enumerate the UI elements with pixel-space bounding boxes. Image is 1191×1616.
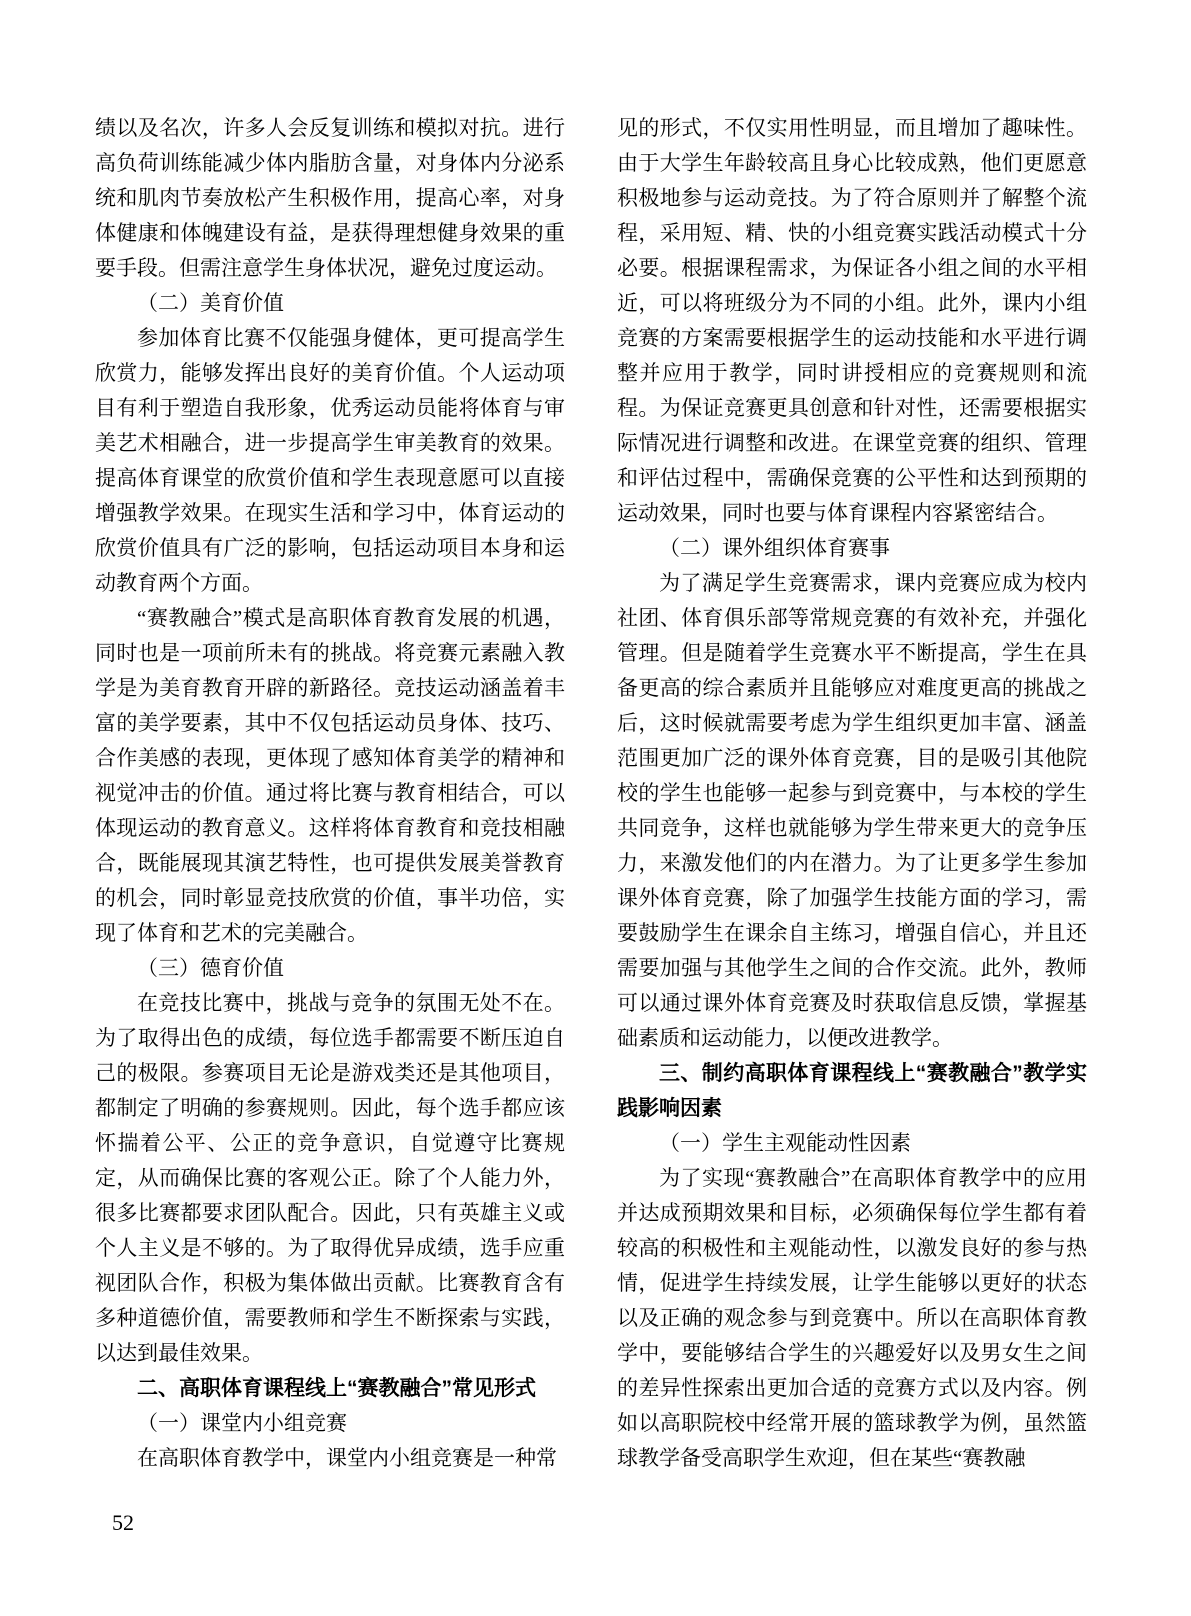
- subsection-heading: （一）课堂内小组竞赛: [137, 1411, 347, 1435]
- subsection-heading: （一）学生主观能动性因素: [659, 1131, 911, 1155]
- body-paragraph: “赛教融合”模式是高职体育教育发展的机遇，同时也是一项前所未有的挑战。将竞赛元素融入教学是为美育教育开辟的新路径。竞技运动涵盖着丰富的美学要素，其中不仅包括运动员身体、技巧、合作美感的表现，更体现了感知体育美学的精神和视觉冲击的价值。通过将比赛与教育相结合，可以体现运动的教育意义。这样将体育教育和竞技相融合，既能展现其演艺特性，也可提供发展美誉教育的机会，同时彰显竞技欣赏的价值，事半功倍，实现了体育和艺术的完美融合。: [95, 606, 565, 945]
- right-column: [617, 111, 1087, 1476]
- subsection-heading: （二）课外组织体育赛事: [659, 536, 890, 560]
- left-column: [95, 111, 565, 1476]
- section-heading: 三、制约高职体育课程线上“赛教融合”教学实践影响因素: [617, 1062, 1087, 1120]
- page-number: 52: [112, 1510, 134, 1535]
- subsection-heading: （三）德育价值: [137, 956, 284, 980]
- subsection-heading: （二）美育价值: [137, 291, 284, 315]
- body-paragraph: 绩以及名次，许多人会反复训练和模拟对抗。进行高负荷训练能减少体内脂肪含量，对身体内分泌系统和肌肉节奏放松产生积极作用，提高心率，对身体健康和体魄建设有益，是获得理想健身效果的重要手段。但需注意学生身体状况，避免过度运动。: [95, 116, 565, 280]
- body-paragraph: 在高职体育教学中，课堂内小组竞赛是一种常: [137, 1446, 557, 1470]
- article-body: [95, 111, 1087, 1476]
- body-paragraph: 见的形式，不仅实用性明显，而且增加了趣味性。由于大学生年龄较高且身心比较成熟，他们更愿意积极地参与运动竞技。为了符合原则并了解整个流程，采用短、精、快的小组竞赛实践活动模式十分必要。根据课程需求，为保证各小组之间的水平相近，可以将班级分为不同的小组。此外，课内小组竞赛的方案需要根据学生的运动技能和水平进行调整并应用于教学，同时讲授相应的竞赛规则和流程。为保证竞赛更具创意和针对性，还需要根据实际情况进行调整和改进。在课堂竞赛的组织、管理和评估过程中，需确保竞赛的公平性和达到预期的运动效果，同时也要与体育课程内容紧密结合。: [617, 116, 1087, 525]
- body-paragraph: 为了实现“赛教融合”在高职体育教学中的应用并达成预期效果和目标，必须确保每位学生都有着较高的积极性和主观能动性，以激发良好的参与热情，促进学生持续发展，让学生能够以更好的状态以及正确的观念参与到竞赛中。所以在高职体育教学中，要能够结合学生的兴趣爱好以及男女生之间的差异性探索出更加合适的竞赛方式以及内容。例如以高职院校中经常开展的篮球教学为例，虽然篮球教学备受高职学生欢迎，但在某些“赛教融: [617, 1166, 1087, 1470]
- section-heading: 二、高职体育课程线上“赛教融合”常见形式: [137, 1377, 536, 1400]
- body-paragraph: 在竞技比赛中，挑战与竞争的氛围无处不在。为了取得出色的成绩，每位选手都需要不断压迫自己的极限。参赛项目无论是游戏类还是其他项目，都制定了明确的参赛规则。因此，每个选手都应该怀揣着公平、公正的竞争意识，自觉遵守比赛规定，从而确保比赛的客观公正。除了个人能力外，很多比赛都要求团队配合。因此，只有英雄主义或个人主义是不够的。为了取得优异成绩，选手应重视团队合作，积极为集体做出贡献。比赛教育含有多种道德价值，需要教师和学生不断探索与实践，以达到最佳效果。: [95, 991, 565, 1365]
- body-paragraph: 为了满足学生竞赛需求，课内竞赛应成为校内社团、体育俱乐部等常规竞赛的有效补充，并强化管理。但是随着学生竞赛水平不断提高，学生在具备更高的综合素质并且能够应对难度更高的挑战之后，这时候就需要考虑为学生组织更加丰富、涵盖范围更加广泛的课外体育竞赛，目的是吸引其他院校的学生也能够一起参与到竞赛中，与本校的学生共同竞争，这样也就能够为学生带来更大的竞争压力，来激发他们的内在潜力。为了让更多学生参加课外体育竞赛，除了加强学生技能方面的学习，需要鼓励学生在课余自主练习，增强自信心，并且还需要加强与其他学生之间的合作交流。此外，教师可以通过课外体育竞赛及时获取信息反馈，掌握基础素质和运动能力，以便改进教学。: [617, 571, 1087, 1050]
- body-paragraph: 参加体育比赛不仅能强身健体，更可提高学生欣赏力，能够发挥出良好的美育价值。个人运动项目有利于塑造自我形象，优秀运动员能将体育与审美艺术相融合，进一步提高学生审美教育的效果。提高体育课堂的欣赏价值和学生表现意愿可以直接增强教学效果。在现实生活和学习中，体育运动的欣赏价值具有广泛的影响，包括运动项目本身和运动教育两个方面。: [95, 326, 565, 595]
